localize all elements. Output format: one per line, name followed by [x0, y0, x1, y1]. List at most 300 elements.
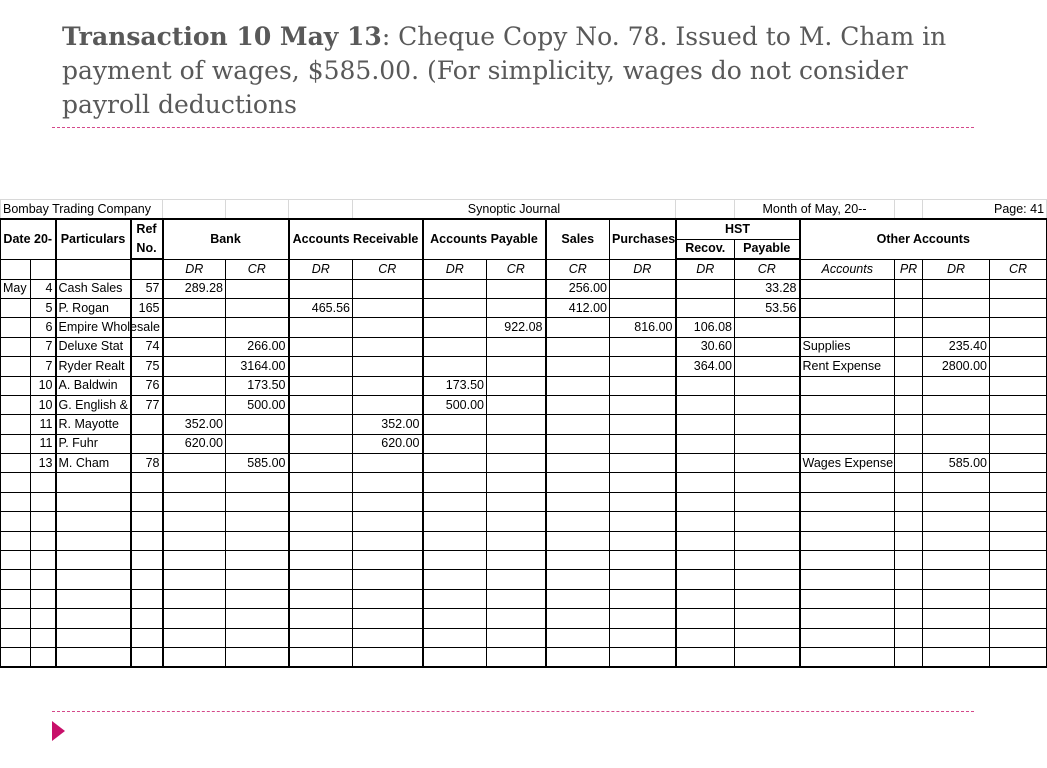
blank-cell	[800, 647, 895, 667]
blank-cell	[676, 492, 735, 511]
journal-entry-row	[1, 337, 1047, 356]
cell-bank-dr: 289.28	[163, 279, 226, 298]
slide-title-lead: Transaction 10 May 13	[62, 22, 382, 51]
blank-cell	[735, 628, 800, 647]
journal-blank-row	[1, 492, 1047, 511]
blank-cell	[226, 647, 289, 667]
blank-cell	[610, 531, 676, 550]
journal-blank-row	[1, 531, 1047, 550]
header-row-1	[1, 219, 1047, 239]
blank-cell	[487, 609, 546, 628]
journal-entry-row	[1, 454, 1047, 473]
cell-pr	[895, 454, 923, 473]
blank-cell	[735, 551, 800, 570]
blank-cell	[735, 492, 800, 511]
blank-cell	[800, 609, 895, 628]
blank-cell	[423, 531, 487, 550]
cell-ar-dr	[289, 434, 353, 453]
cell-ar-cr	[353, 298, 423, 317]
blank-cell	[735, 570, 800, 589]
blank-cell	[610, 492, 676, 511]
blank-cell	[990, 628, 1047, 647]
subheader-bank-dr: DR	[163, 259, 226, 279]
blank-cell	[800, 531, 895, 550]
blank-cell	[676, 512, 735, 531]
cell-ap-cr	[487, 434, 546, 453]
journal-banner-row	[1, 200, 1047, 220]
blank-cell	[895, 570, 923, 589]
blank-cell	[31, 512, 56, 531]
cell-ap-cr	[487, 454, 546, 473]
cell-ap-dr: 173.50	[423, 376, 487, 395]
blank-cell	[131, 531, 163, 550]
journal-entry-row	[1, 376, 1047, 395]
journal-blank-row	[1, 609, 1047, 628]
journal-page: Page: 41	[923, 200, 1047, 220]
blank-cell	[131, 589, 163, 608]
journal-blank-row	[1, 570, 1047, 589]
cell-day: 7	[31, 357, 56, 376]
blank-cell	[990, 570, 1047, 589]
blank-cell	[31, 473, 56, 492]
blank-cell	[163, 551, 226, 570]
cell-ar-cr	[353, 454, 423, 473]
blank-cell	[735, 647, 800, 667]
cell-bank-cr	[226, 318, 289, 337]
cell-other-cr	[990, 337, 1047, 356]
blank-cell	[676, 589, 735, 608]
cell-ar-dr	[289, 454, 353, 473]
blank-cell	[423, 570, 487, 589]
blank-cell	[487, 531, 546, 550]
cell-other-cr	[990, 318, 1047, 337]
cell-day: 11	[31, 434, 56, 453]
blank-cell	[1, 609, 31, 628]
blank-cell	[56, 609, 131, 628]
blank-cell	[289, 609, 353, 628]
blank-cell	[923, 589, 990, 608]
cell-bank-cr: 500.00	[226, 395, 289, 414]
journal-blank-row	[1, 473, 1047, 492]
blank-cell	[735, 473, 800, 492]
cell-hst-cr	[735, 337, 800, 356]
cell-hst-dr: 30.60	[676, 337, 735, 356]
blank-cell	[1, 628, 31, 647]
blank-cell	[800, 589, 895, 608]
cell-ap-dr	[423, 279, 487, 298]
cell-ar-dr	[289, 395, 353, 414]
cell-sales-cr	[546, 337, 610, 356]
next-arrow-icon[interactable]	[52, 721, 65, 741]
cell-other-dr	[923, 318, 990, 337]
header-bank: Bank	[163, 219, 289, 259]
journal-entry-row	[1, 318, 1047, 337]
blank-cell	[163, 647, 226, 667]
cell-day: 6	[31, 318, 56, 337]
cell-sales-cr	[546, 395, 610, 414]
blank-cell	[423, 512, 487, 531]
blank-cell	[31, 551, 56, 570]
cell-ar-cr	[353, 279, 423, 298]
cell-particulars: P. Fuhr	[56, 434, 131, 453]
blank-cell	[895, 647, 923, 667]
cell-bank-dr	[163, 318, 226, 337]
blank-cell	[56, 531, 131, 550]
blank-cell	[923, 492, 990, 511]
cell-pr	[895, 357, 923, 376]
cell-pr	[895, 298, 923, 317]
blank-cell	[289, 512, 353, 531]
blank-cell	[1, 551, 31, 570]
cell-hst-dr	[676, 395, 735, 414]
cell-day: 5	[31, 298, 56, 317]
blank-cell	[226, 589, 289, 608]
top-divider	[52, 127, 974, 128]
blank-cell	[487, 647, 546, 667]
journal-entry-row	[1, 434, 1047, 453]
cell-purchases-dr	[610, 434, 676, 453]
blank-cell	[923, 647, 990, 667]
blank-cell	[990, 473, 1047, 492]
cell-day: 11	[31, 415, 56, 434]
cell-day: 4	[31, 279, 56, 298]
blank-cell	[131, 473, 163, 492]
subheader-row	[1, 259, 1047, 279]
blank-cell	[226, 551, 289, 570]
blank-cell	[1, 531, 31, 550]
cell-ap-cr: 922.08	[487, 318, 546, 337]
journal-blank-row	[1, 628, 1047, 647]
cell-hst-dr	[676, 298, 735, 317]
blank-cell	[423, 628, 487, 647]
bottom-divider	[52, 711, 974, 712]
blank-cell	[353, 628, 423, 647]
cell-sales-cr: 412.00	[546, 298, 610, 317]
blank-cell	[990, 531, 1047, 550]
blank-cell	[289, 492, 353, 511]
cell-ref: 78	[131, 454, 163, 473]
cell-ref: 75	[131, 357, 163, 376]
blank-cell	[226, 628, 289, 647]
cell-other-cr	[990, 395, 1047, 414]
cell-month	[1, 454, 31, 473]
header-particulars: Particulars	[56, 219, 131, 259]
cell-hst-cr	[735, 357, 800, 376]
cell-purchases-dr	[610, 454, 676, 473]
subheader-pr: PR	[895, 259, 923, 279]
journal-blank-row	[1, 647, 1047, 667]
blank-cell	[610, 628, 676, 647]
cell-hst-cr	[735, 376, 800, 395]
cell-hst-cr: 53.56	[735, 298, 800, 317]
blank-cell	[353, 492, 423, 511]
blank-cell	[546, 589, 610, 608]
cell-month	[1, 337, 31, 356]
cell-purchases-dr	[610, 298, 676, 317]
cell-account	[800, 298, 895, 317]
blank-cell	[56, 589, 131, 608]
blank-cell	[990, 647, 1047, 667]
cell-pr	[895, 376, 923, 395]
cell-other-dr: 585.00	[923, 454, 990, 473]
blank-cell	[487, 628, 546, 647]
cell-bank-cr	[226, 415, 289, 434]
blank-cell	[56, 512, 131, 531]
cell-pr	[895, 279, 923, 298]
cell-ap-dr	[423, 298, 487, 317]
cell-day: 10	[31, 395, 56, 414]
slide-title-rest: : Cheque Copy No. 78. Issued to M. Cham in payment of wages, $585.00. (For simplicity, wages do not consider payroll deductions	[62, 22, 947, 119]
blank-cell	[610, 570, 676, 589]
cell-ap-dr	[423, 434, 487, 453]
cell-hst-cr	[735, 454, 800, 473]
blank-cell	[289, 647, 353, 667]
cell-ar-dr	[289, 279, 353, 298]
cell-ap-cr	[487, 395, 546, 414]
blank-cell	[289, 551, 353, 570]
cell-account: Supplies	[800, 337, 895, 356]
cell-other-dr	[923, 395, 990, 414]
journal-entry-row	[1, 279, 1047, 298]
blank-cell	[423, 551, 487, 570]
blank-cell	[289, 570, 353, 589]
blank-cell	[1, 570, 31, 589]
blank-cell	[546, 473, 610, 492]
cell-purchases-dr: 816.00	[610, 318, 676, 337]
cell-sales-cr	[546, 415, 610, 434]
header-ref-2: No.	[131, 239, 163, 259]
cell-hst-dr	[676, 376, 735, 395]
blank-cell	[163, 609, 226, 628]
blank-cell	[487, 570, 546, 589]
blank-cell	[163, 473, 226, 492]
cell-ref	[131, 415, 163, 434]
blank-cell	[56, 492, 131, 511]
cell-ref: 74	[131, 337, 163, 356]
blank-cell	[31, 492, 56, 511]
blank-cell	[990, 609, 1047, 628]
blank-cell	[487, 473, 546, 492]
cell-bank-dr: 352.00	[163, 415, 226, 434]
cell-ap-cr	[487, 376, 546, 395]
subheader-ar-dr: DR	[289, 259, 353, 279]
blank-cell	[610, 589, 676, 608]
cell-ar-dr	[289, 357, 353, 376]
subheader-purchases-dr: DR	[610, 259, 676, 279]
header-ref-1: Ref	[131, 219, 163, 239]
blank-cell	[800, 570, 895, 589]
cell-other-dr	[923, 415, 990, 434]
cell-pr	[895, 434, 923, 453]
cell-ar-cr	[353, 357, 423, 376]
cell-particulars: Cash Sales	[56, 279, 131, 298]
subheader-ar-cr: CR	[353, 259, 423, 279]
cell-hst-dr	[676, 279, 735, 298]
cell-other-dr: 2800.00	[923, 357, 990, 376]
blank-cell	[610, 512, 676, 531]
blank-cell	[546, 647, 610, 667]
blank-cell	[923, 512, 990, 531]
blank-cell	[163, 531, 226, 550]
blank-cell	[226, 512, 289, 531]
blank-cell	[546, 492, 610, 511]
blank-cell	[353, 473, 423, 492]
cell-sales-cr	[546, 434, 610, 453]
header-purchases: Purchases	[610, 219, 676, 259]
blank-cell	[676, 647, 735, 667]
blank-cell	[31, 589, 56, 608]
cell-account: Rent Expense	[800, 357, 895, 376]
blank-cell	[546, 609, 610, 628]
cell-hst-dr: 364.00	[676, 357, 735, 376]
cell-purchases-dr	[610, 357, 676, 376]
cell-ap-cr	[487, 357, 546, 376]
cell-bank-dr: 620.00	[163, 434, 226, 453]
cell-hst-dr: 106.08	[676, 318, 735, 337]
blank-cell	[289, 473, 353, 492]
cell-month	[1, 298, 31, 317]
subheader-accounts: Accounts	[800, 259, 895, 279]
cell-bank-dr	[163, 395, 226, 414]
cell-ap-cr	[487, 415, 546, 434]
header-other-accounts: Other Accounts	[800, 219, 1047, 259]
cell-other-cr	[990, 279, 1047, 298]
blank-cell	[895, 492, 923, 511]
blank-cell	[1, 492, 31, 511]
cell-bank-dr	[163, 454, 226, 473]
blank-cell	[487, 492, 546, 511]
cell-ref: 77	[131, 395, 163, 414]
blank-cell	[735, 512, 800, 531]
cell-bank-dr	[163, 298, 226, 317]
cell-hst-cr	[735, 434, 800, 453]
journal-entry-row	[1, 415, 1047, 434]
cell-particulars: Ryder Realt	[56, 357, 131, 376]
blank-cell	[353, 551, 423, 570]
blank-cell	[923, 473, 990, 492]
blank-cell	[353, 570, 423, 589]
synoptic-journal-sheet	[0, 199, 1045, 669]
blank-cell	[735, 609, 800, 628]
blank-cell	[895, 512, 923, 531]
cell-sales-cr	[546, 376, 610, 395]
blank-cell	[676, 551, 735, 570]
cell-bank-cr: 585.00	[226, 454, 289, 473]
cell-hst-cr	[735, 415, 800, 434]
cell-bank-cr	[226, 434, 289, 453]
blank-cell	[423, 609, 487, 628]
cell-bank-cr: 266.00	[226, 337, 289, 356]
journal-entry-row	[1, 298, 1047, 317]
cell-particulars: Deluxe Stat	[56, 337, 131, 356]
cell-other-dr	[923, 434, 990, 453]
blank-cell	[423, 589, 487, 608]
journal-blank-row	[1, 589, 1047, 608]
blank-cell	[923, 570, 990, 589]
cell-account	[800, 415, 895, 434]
cell-other-dr	[923, 376, 990, 395]
cell-particulars: G. English &	[56, 395, 131, 414]
blank-cell	[800, 628, 895, 647]
cell-other-dr: 235.40	[923, 337, 990, 356]
cell-particulars: R. Mayotte	[56, 415, 131, 434]
subheader-other-cr: CR	[990, 259, 1047, 279]
blank-cell	[163, 628, 226, 647]
blank-cell	[163, 492, 226, 511]
cell-ap-dr	[423, 318, 487, 337]
blank-cell	[895, 473, 923, 492]
blank-cell	[31, 609, 56, 628]
cell-ar-dr	[289, 318, 353, 337]
cell-account	[800, 434, 895, 453]
blank-cell	[546, 628, 610, 647]
blank-cell	[56, 551, 131, 570]
blank-cell	[131, 551, 163, 570]
blank-cell	[546, 531, 610, 550]
blank-cell	[895, 628, 923, 647]
cell-particulars: Empire Wholesale	[56, 318, 131, 337]
cell-hst-dr	[676, 434, 735, 453]
blank-cell	[1, 512, 31, 531]
cell-account	[800, 376, 895, 395]
cell-bank-cr: 173.50	[226, 376, 289, 395]
cell-ref: 57	[131, 279, 163, 298]
blank-cell	[226, 570, 289, 589]
cell-other-dr	[923, 279, 990, 298]
blank-cell	[226, 492, 289, 511]
cell-ar-cr: 620.00	[353, 434, 423, 453]
cell-day: 13	[31, 454, 56, 473]
journal-blank-row	[1, 512, 1047, 531]
subheader-sales-cr: CR	[546, 259, 610, 279]
cell-month	[1, 434, 31, 453]
header-hst: HST	[676, 219, 800, 239]
blank-cell	[895, 609, 923, 628]
blank-cell	[131, 492, 163, 511]
cell-account	[800, 318, 895, 337]
blank-cell	[131, 570, 163, 589]
cell-ar-cr	[353, 318, 423, 337]
subheader-bank-cr: CR	[226, 259, 289, 279]
blank-cell	[990, 492, 1047, 511]
subheader-other-dr: DR	[923, 259, 990, 279]
blank-cell	[353, 647, 423, 667]
cell-sales-cr	[546, 357, 610, 376]
header-sales: Sales	[546, 219, 610, 259]
subheader-ap-dr: DR	[423, 259, 487, 279]
cell-purchases-dr	[610, 279, 676, 298]
blank-cell	[56, 628, 131, 647]
cell-account	[800, 395, 895, 414]
cell-particulars: M. Cham	[56, 454, 131, 473]
blank-cell	[226, 531, 289, 550]
subheader-hst-cr: CR	[735, 259, 800, 279]
cell-purchases-dr	[610, 376, 676, 395]
blank-cell	[131, 628, 163, 647]
cell-account: Wages Expense	[800, 454, 895, 473]
cell-hst-cr: 33.28	[735, 279, 800, 298]
cell-particulars: A. Baldwin	[56, 376, 131, 395]
cell-sales-cr: 256.00	[546, 279, 610, 298]
blank-cell	[31, 570, 56, 589]
blank-cell	[289, 531, 353, 550]
blank-cell	[923, 628, 990, 647]
cell-ap-dr	[423, 454, 487, 473]
synoptic-journal-table	[0, 199, 1047, 668]
cell-pr	[895, 395, 923, 414]
journal-name: Synoptic Journal	[353, 200, 676, 220]
cell-month	[1, 376, 31, 395]
